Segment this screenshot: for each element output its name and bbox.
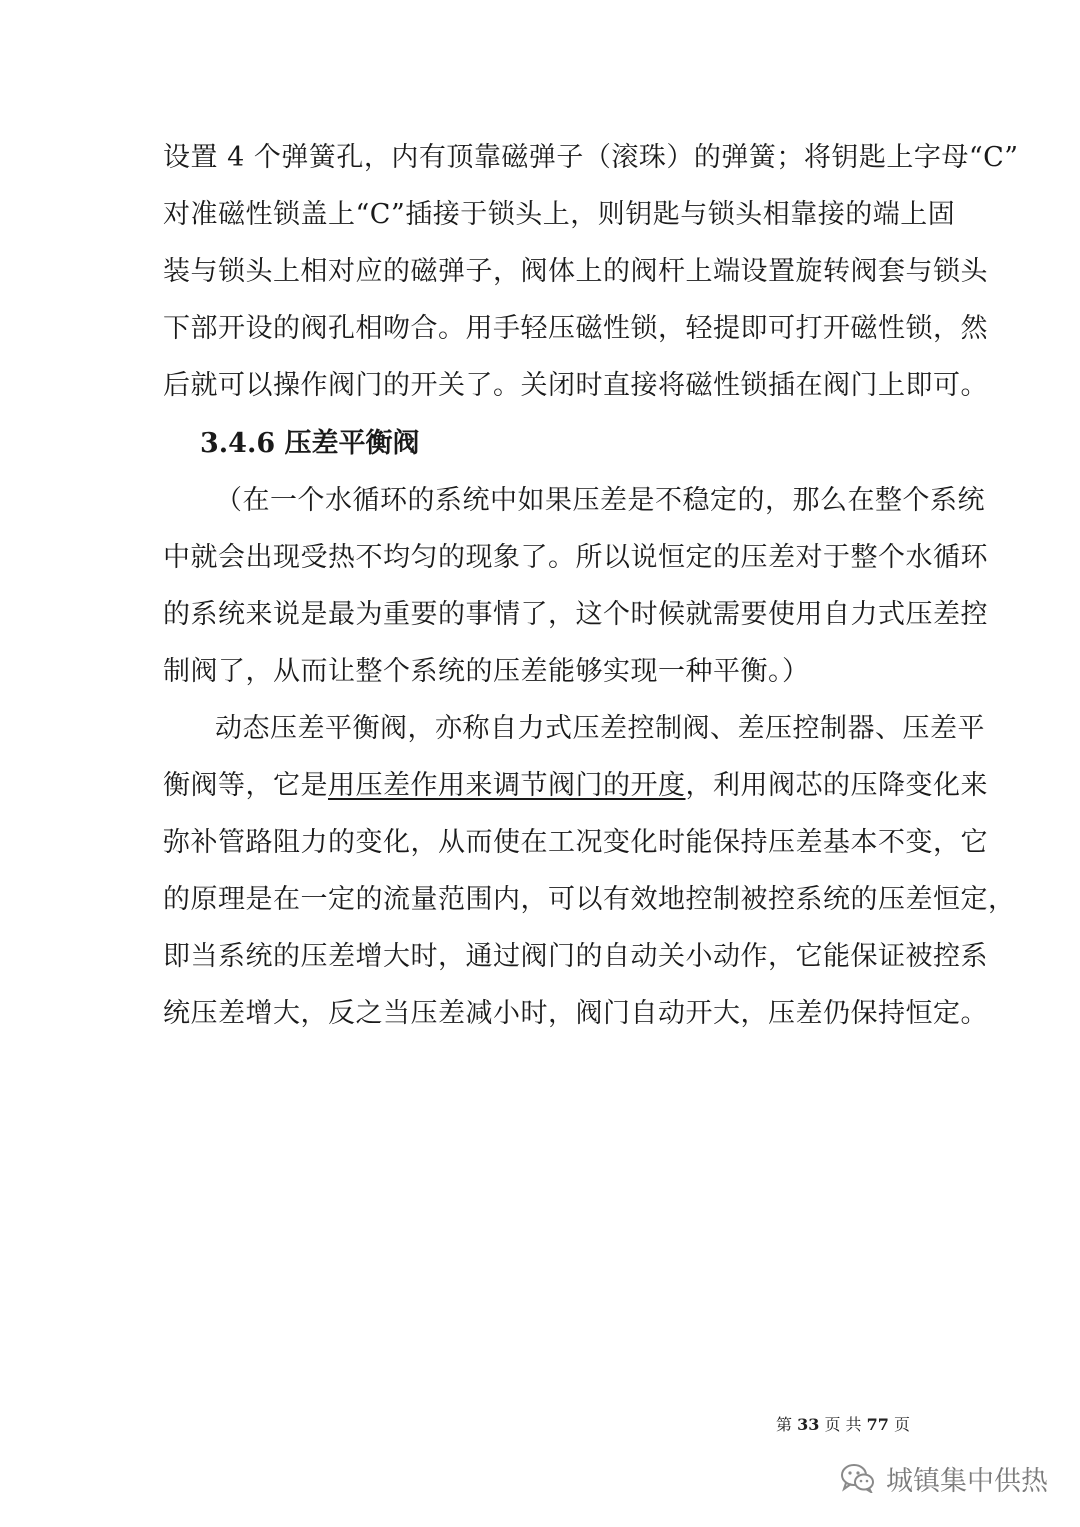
paragraph3-line-5: 即当系统的压差增大时，通过阀门的自动关小动作，它能保证被控系: [163, 941, 988, 972]
paragraph3-line-3: 弥补管路阻力的变化，从而使在工况变化时能保持压差基本不变，它: [163, 827, 988, 858]
paragraph3-line-6: 统压差增大，反之当压差减小时，阀门自动开大，压差仍保持恒定。: [163, 998, 988, 1029]
paragraph3-line-2-prefix: 衡阀等，它是: [163, 770, 328, 801]
paragraph1-line-1: 设置 4 个弹簧孔，内有顶靠磁弹子（滚珠）的弹簧；将钥匙上字母“C”: [163, 142, 1019, 173]
underlined-phrase: 用压差作用来调节阀门的开度: [328, 770, 686, 801]
current-page: 33: [797, 1415, 820, 1434]
watermark: [840, 1458, 1048, 1498]
paragraph2-line-2: 中就会出现受热不均匀的现象了。所以说恒定的压差对于整个水循环: [163, 542, 988, 573]
paragraph3-line-4: 的原理是在一定的流量范围内，可以有效地控制被控系统的压差恒定，: [163, 884, 1016, 915]
paragraph1-line-4: 下部开设的阀孔相吻合。用手轻压磁性锁，轻提即可打开磁性锁，然: [163, 313, 988, 344]
paragraph3-line-2: [163, 766, 988, 806]
section-heading: 3.4.6 压差平衡阀: [200, 428, 420, 459]
page-middle: 页 共: [824, 1415, 862, 1434]
wechat-icon: [840, 1463, 876, 1493]
paragraph2-line-4: 制阀了，从而让整个系统的压差能够实现一种平衡。）: [163, 656, 810, 687]
paragraph1-line-2: 对准磁性锁盖上“C”插接于锁头上，则钥匙与锁头相靠接的端上固: [163, 199, 956, 230]
paragraph3-line-2-suffix: ，利用阀芯的压降变化来: [685, 770, 988, 801]
paragraph1-line-5: 后就可以操作阀门的开关了。关闭时直接将磁性锁插在阀门上即可。: [163, 370, 988, 401]
paragraph2-line-3: 的系统来说是最为重要的事情了，这个时候就需要使用自力式压差控: [163, 599, 988, 630]
paragraph1-line-3: 装与锁头上相对应的磁弹子，阀体上的阀杆上端设置旋转阀套与锁头: [163, 256, 988, 287]
watermark-text: 城镇集中供热: [886, 1465, 1048, 1497]
page-prefix: 第: [776, 1415, 793, 1434]
page-number: [776, 1414, 910, 1436]
total-pages: 77: [866, 1415, 889, 1434]
paragraph2-line-1: （在一个水循环的系统中如果压差是不稳定的，那么在整个系统: [215, 485, 985, 516]
paragraph3-line-1: 动态压差平衡阀，亦称自力式压差控制阀、差压控制器、压差平: [215, 713, 985, 744]
page-suffix: 页: [894, 1415, 911, 1434]
